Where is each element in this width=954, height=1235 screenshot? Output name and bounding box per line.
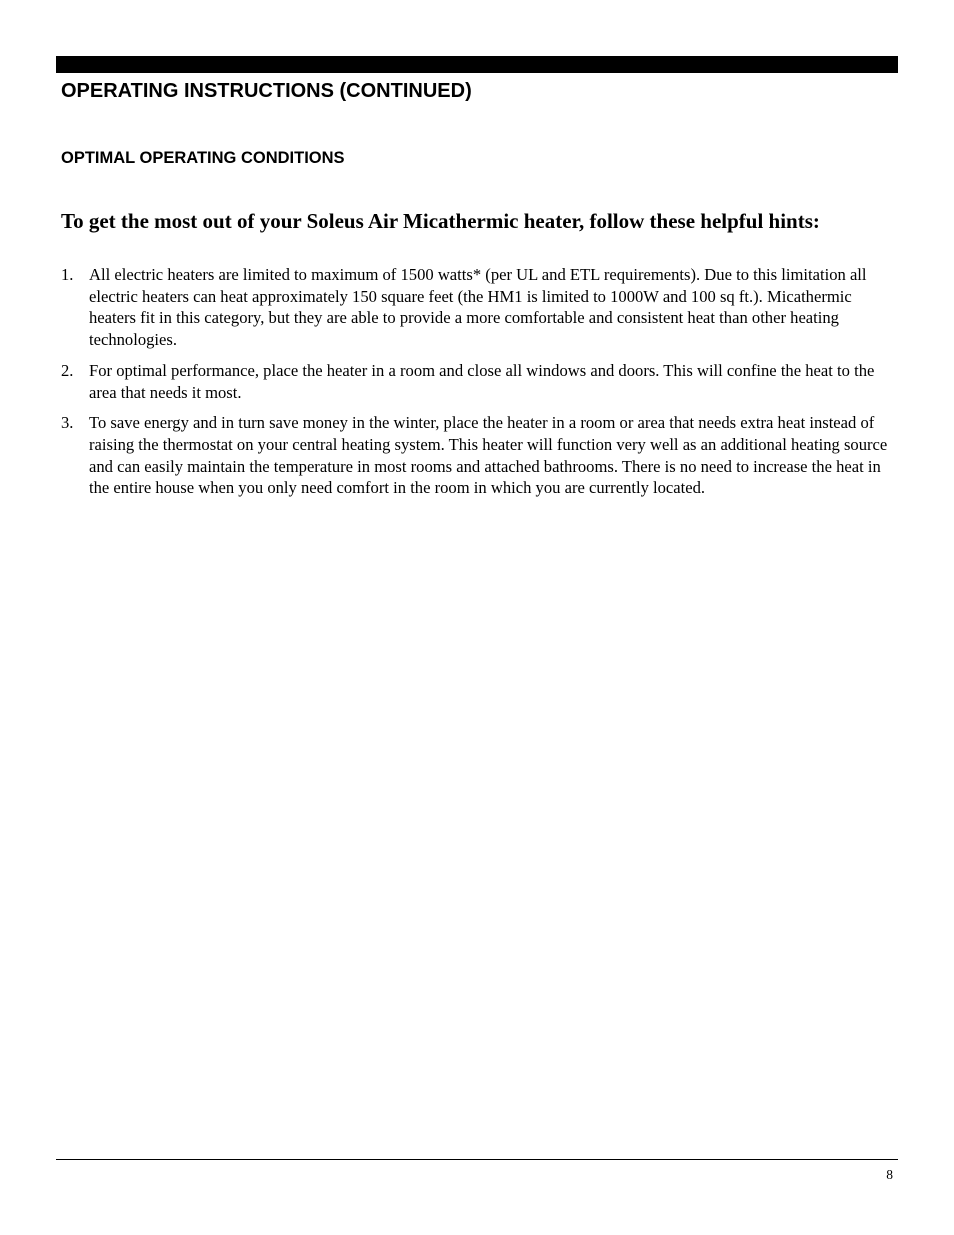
page-number: 8 xyxy=(886,1167,893,1182)
list-item-text: All electric heaters are limited to maximum of 1500 watts* (per UL and ETL requirements). Due to this limitation all electric heaters can heat approximately 150 square feet (the HM1 is limited to 1000W and 100 sq ft.). Micathermic heaters fit in this category, but they are able to provide a more comfortable and consistent heat than other heating technologies. xyxy=(89,265,867,350)
hints-list xyxy=(61,264,899,508)
intro-heading: To get the most out of your Soleus Air Micathermic heater, follow these helpful hints: xyxy=(61,209,820,233)
page-title: OPERATING INSTRUCTIONS (CONTINUED) xyxy=(61,80,472,102)
list-item-number: 1. xyxy=(61,265,74,284)
list-item xyxy=(61,360,899,403)
list-item-number: 3. xyxy=(61,413,74,433)
subsection-title: OPTIMAL OPERATING CONDITIONS xyxy=(61,149,345,167)
list-item xyxy=(61,412,899,499)
header-bar xyxy=(56,56,898,73)
list-item-text: To save energy and in turn save money in the winter, place the heater in a room or area that needs extra heat instead of raising the thermostat on your central heating system. This heater will function very well as an additional heating source and can easily maintain the temperature in most rooms and attached bathrooms. There is no need to increase the heat in the entire house when you only need comfort in the room in which you are currently located. xyxy=(89,413,888,498)
footer-rule xyxy=(56,1159,898,1160)
list-item-text: For optimal performance, place the heater in a room and close all windows and doors. This will confine the heat to the area that needs it most. xyxy=(89,360,875,402)
list-item-number: 2. xyxy=(61,360,74,380)
list-item xyxy=(61,264,899,351)
